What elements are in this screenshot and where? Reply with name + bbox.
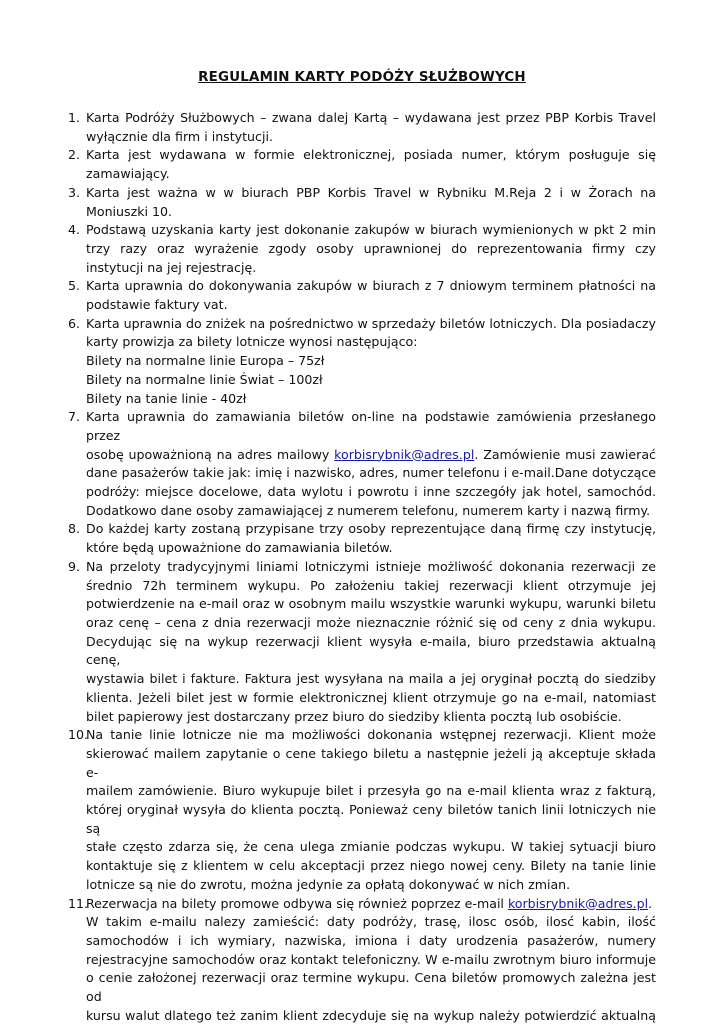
item-text-line: Dodatkowo dane osoby zamawiającej z numerem telefonu, numerem karty i nazwą firmy. <box>86 502 651 518</box>
list-item <box>68 184 656 221</box>
item-text-line: stałe często zdarza się, że cena ulega zmianie podczas wykupu. W takiej sytuacji biuro <box>86 839 656 855</box>
email-link[interactable]: korbisrybnik@adres.pl <box>334 446 475 462</box>
item-number: 3. <box>68 184 81 200</box>
item-text-line: dane pasażerów takie jak: imię i nazwisko, adres, numer telefonu i e-mail.Dane dotyczące <box>86 465 656 481</box>
list-item <box>68 520 656 557</box>
list-item <box>68 109 656 146</box>
item-text-line: oraz cenę – cena z dnia rezerwacji może nieznacznie różnić się od ceny z dnia wykupu. <box>86 614 656 630</box>
email-link[interactable]: korbisrybnik@adres.pl <box>507 895 649 911</box>
item-text-line: lotnicze są nie do zwrotu, można jedynie za opłatą dokonywać w nich zmian. <box>86 876 571 892</box>
item-text-fragment: . Zamówienie musi zawierać <box>474 446 656 462</box>
price-line: Bilety na normalne linie Europa – 75zł <box>86 353 325 369</box>
item-number: 9. <box>68 558 81 574</box>
list-item <box>68 558 656 726</box>
item-number: 10. <box>68 727 89 743</box>
item-text-line: które będą upoważnione do zamawiania biletów. <box>86 540 393 556</box>
item-text-line: wyłącznie dla firm i instytucji. <box>86 128 273 144</box>
item-text-line: Na przeloty tradycyjnymi liniami lotniczymi istnieje możliwość dokonania rezerwacji ze <box>86 558 656 574</box>
item-text-line: Karta uprawnia do dokonywania zakupów w biurach z 7 dniowym terminem płatności na <box>86 278 656 294</box>
item-text-line: o cenie założonej rezerwacji oraz termine wykupu. Cena biletów promowych zależna jest od <box>86 970 656 1005</box>
item-text-line: Decydując się na wykup rezerwacji klient wysyła e-maila, biuro przedstawia aktualną cenę, <box>86 633 656 668</box>
item-text-line: Na tanie linie lotnicze nie ma możliwości dokonania wstępnej rezerwacji. Klient może <box>86 727 656 743</box>
item-text-line: średnio 72h terminem wykupu. Po założeniu takiej rezerwacji klient otrzymuje jej <box>86 577 656 593</box>
item-text-line: instytucji na jej rejestrację. <box>86 259 257 275</box>
item-text-line: Karta jest ważna w w biurach PBP Korbis Travel w Rybniku M.Reja 2 i w Żorach na <box>86 184 656 200</box>
item-text-line: klienta. Jeżeli bilet jest w formie elektronicznej klient otrzymuje go na e-mail, natomiast <box>86 689 656 705</box>
list-item <box>68 726 656 894</box>
item-number: 4. <box>68 222 81 238</box>
item-text-line: podstawie faktury vat. <box>86 297 228 313</box>
item-number: 1. <box>68 110 81 125</box>
item-text-line: Karta Podróży Służbowych – zwana dalej Kartą – wydawana jest przez PBP Korbis Travel <box>86 110 656 125</box>
regulations-list <box>68 109 656 1025</box>
item-text-line: kursu walut dlatego też zanim klient zdecyduje się na wykup należy potwierdzić aktualną <box>86 1007 656 1023</box>
item-text-line <box>86 446 656 465</box>
item-text-fragment: Rezerwacja na bilety promowe odbywa się również poprzez e-mail <box>86 895 508 911</box>
item-text-fragment: osobę upoważnioną na adres mailowy <box>86 446 335 462</box>
list-item <box>68 146 656 183</box>
item-text-line: Do każdej karty zostaną przypisane trzy osoby reprezentujące daną firmę czy instytucję, <box>86 521 656 537</box>
list-item <box>68 277 656 314</box>
item-text-line: mailem zamówienie. Biuro wykupuje bilet i przesyła go na e-mail klienta wraz z fakturą, <box>86 783 656 799</box>
item-text-line: Karta uprawnia do zniżek na pośrednictwo w sprzedaży biletów lotniczych. Dla posiadaczy <box>86 315 656 331</box>
list-item <box>68 408 656 520</box>
item-text-line: kontaktuje się z klientem w celu akceptacji przez niego nowej ceny. Bilety na tanie linie <box>86 858 656 874</box>
item-text-line <box>86 895 656 914</box>
item-text-line: karty prowizja za bilety lotnicze wynosi następująco: <box>86 334 418 350</box>
list-item <box>68 315 656 409</box>
item-text-line: trzy razy oraz wyrażenie zgody osoby uprawnionej do reprezentowania firmy czy <box>86 240 656 256</box>
item-text-line: skierować mailem zapytanie o cene takiego biletu a następnie jeżeli ją akceptuje składa e- <box>86 745 656 780</box>
item-number: 7. <box>68 409 81 425</box>
item-text-line: W takim e-mailu nalezy zamieścić: daty podróży, trasę, ilosc osób, ilosć kabin, ilość <box>86 914 656 930</box>
item-text-line: rejestracyjne samochodów oraz kontakt telefoniczny. W e-mailu zwrotnym biuro informuje <box>86 951 656 967</box>
item-text-line: Karta uprawnia do zamawiania biletów on-line na podstawie zamówienia przesłanego przez <box>86 409 656 443</box>
item-text-line: podróży: miejsce docelowe, data wylotu i powrotu i inne szczegóły jak hotel, samochód. <box>86 484 656 500</box>
item-number: 5. <box>68 278 81 294</box>
item-text-line: potwierdzenie na e-mail oraz w osobnym mailu wszystkie warunki wykupu, warunki biletu <box>86 596 656 612</box>
item-text-line: Karta jest wydawana w formie elektronicznej, posiada numer, którym posługuje się <box>86 147 656 163</box>
item-text-line: Moniuszki 10. <box>86 203 173 219</box>
item-text-line: samochodów i ich wymiary, nazwiska, imiona i daty urodzenia pasażerów, numery <box>86 932 656 948</box>
list-item <box>68 895 656 1025</box>
item-number: 2. <box>68 147 81 163</box>
price-line: Bilety na normalne linie Świat – 100zł <box>86 371 323 387</box>
document-title: REGULAMIN KARTY PODÓŻY SŁUŻBOWYCH <box>198 70 526 85</box>
item-text-fragment: . <box>648 895 653 911</box>
item-number: 11. <box>68 895 89 911</box>
item-text-line: zamawiający. <box>86 166 170 182</box>
price-line: Bilety na tanie linie - 40zł <box>86 390 247 406</box>
item-number: 6. <box>68 315 81 331</box>
item-text-line: bilet papierowy jest dostarczany przez biuro do siedziby klienta pocztą lub osobiście. <box>86 708 622 724</box>
item-text-line: wystawia bilet i fakture. Faktura jest wysyłana na maila a jej oryginał pocztą do siedziby <box>86 671 656 687</box>
item-number: 8. <box>68 521 81 537</box>
list-item <box>68 221 656 277</box>
item-text-line: której oryginał wysyła do klienta pocztą. Ponieważ ceny biletów tanich linii lotniczych nie są <box>86 802 656 836</box>
item-text-line: Podstawą uzyskania karty jest dokonanie zakupów w biurach wymienionych w pkt 2 min <box>86 222 656 238</box>
